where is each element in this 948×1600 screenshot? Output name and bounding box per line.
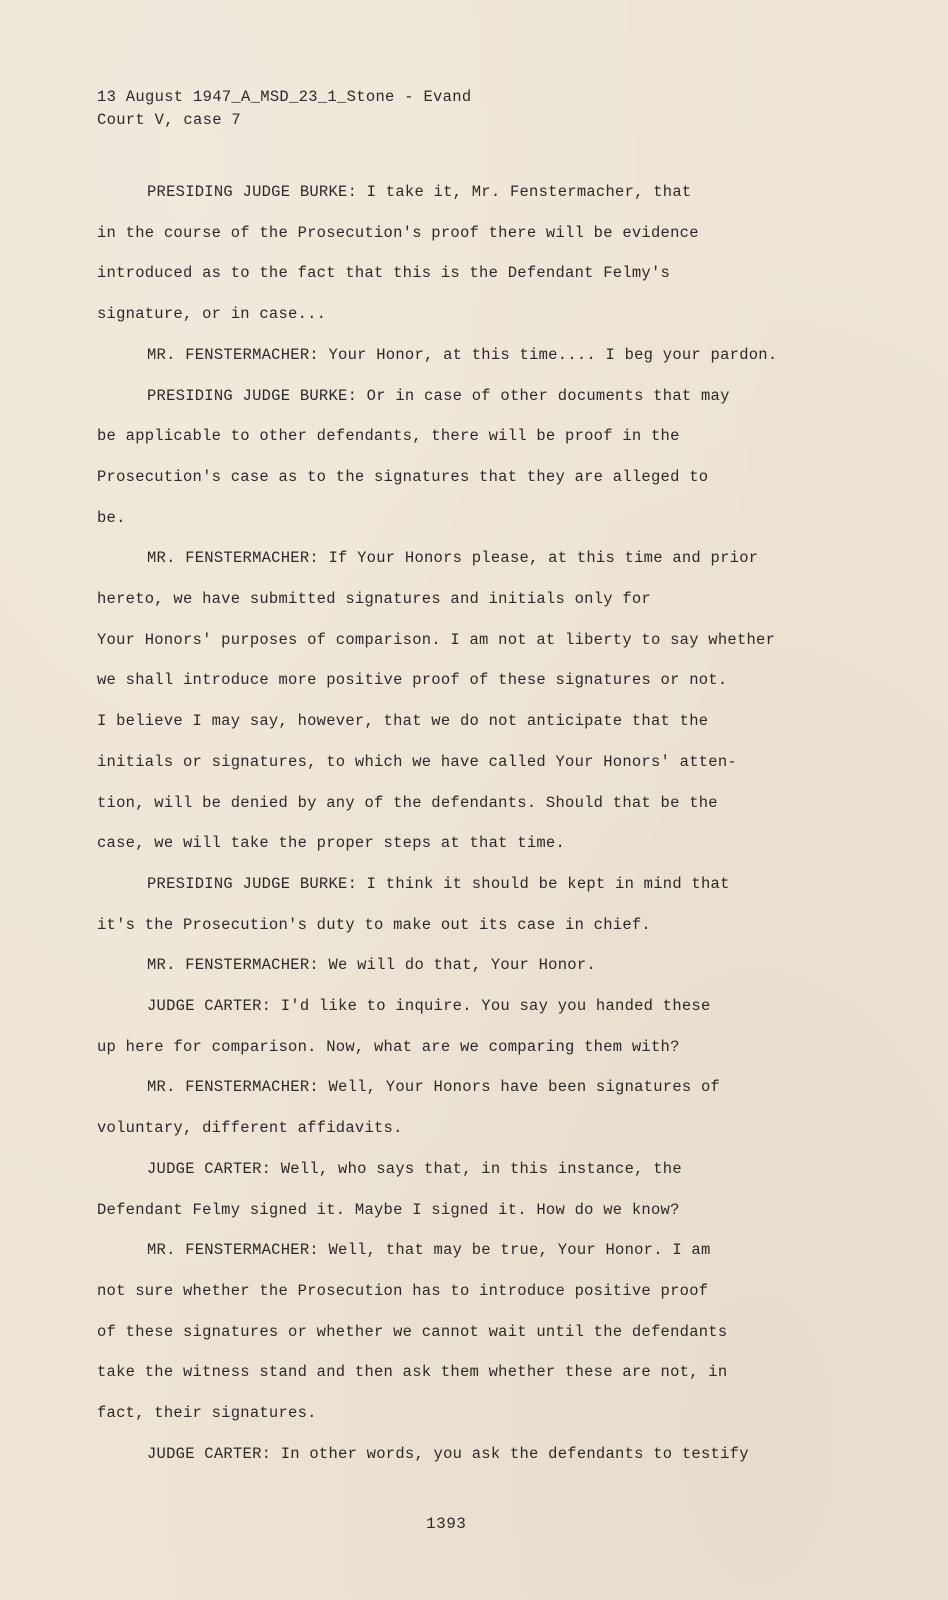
transcript-line: JUDGE CARTER: In other words, you ask the defendants to testify xyxy=(147,1444,749,1463)
document-header xyxy=(97,86,471,132)
transcript-line: JUDGE CARTER: I'd like to inquire. You say you handed these xyxy=(147,997,711,1015)
transcript-line: of these signatures or whether we cannot wait until the defendants xyxy=(97,1322,728,1341)
transcript-line: be applicable to other defendants, there will be proof in the xyxy=(97,427,680,446)
transcript-line: it's the Prosecution's duty to make out its case in chief. xyxy=(97,915,651,934)
transcript-line: Defendant Felmy signed it. Maybe I signed it. How do we know? xyxy=(97,1200,680,1219)
transcript-line: fact, their signatures. xyxy=(97,1404,317,1422)
transcript-line: PRESIDING JUDGE BURKE: Or in case of other documents that may xyxy=(147,386,730,405)
transcript-line: tion, will be denied by any of the defendants. Should that be the xyxy=(97,793,718,812)
transcript-line: initials or signatures, to which we have called Your Honors' atten- xyxy=(97,752,737,771)
transcript-line: case, we will take the proper steps at that time. xyxy=(97,834,566,853)
transcript-line: hereto, we have submitted signatures and initials only for xyxy=(97,590,651,608)
transcript-line: take the witness stand and then ask them whether these are not, in xyxy=(97,1363,728,1382)
transcript-line: JUDGE CARTER: Well, who says that, in this instance, the xyxy=(147,1159,682,1178)
transcript-line: Your Honors' purposes of comparison. I am not at liberty to say whether xyxy=(97,630,776,649)
transcript-line: MR. FENSTERMACHER: Your Honor, at this time.... I beg your pardon. xyxy=(147,345,778,364)
transcript-line: I believe I may say, however, that we do not anticipate that the xyxy=(97,712,709,731)
transcript-line: PRESIDING JUDGE BURKE: I think it should be kept in mind that xyxy=(147,874,730,893)
header-court-line: Court V, case 7 xyxy=(97,111,242,129)
transcript-line: be. xyxy=(97,508,126,527)
transcript-line: up here for comparison. Now, what are we comparing them with? xyxy=(97,1037,680,1056)
page-number: 1393 xyxy=(426,1515,467,1533)
transcript-line: MR. FENSTERMACHER: Well, Your Honors have been signatures of xyxy=(147,1078,721,1097)
transcript-line: not sure whether the Prosecution has to introduce positive proof xyxy=(97,1281,709,1300)
transcript-line: signature, or in case... xyxy=(97,305,327,324)
transcript-line: voluntary, different affidavits. xyxy=(97,1119,403,1138)
header-date-line: 13 August 1947_A_MSD_23_1_Stone - Evand xyxy=(97,88,472,106)
transcript-line: Prosecution's case as to the signatures that they are alleged to xyxy=(97,467,709,486)
transcript-line: MR. FENSTERMACHER: If Your Honors please, at this time and prior xyxy=(147,549,759,568)
transcript-line: MR. FENSTERMACHER: Well, that may be true, Your Honor. I am xyxy=(147,1241,711,1260)
transcript-line: we shall introduce more positive proof of these signatures or not. xyxy=(97,671,728,690)
transcript-line: MR. FENSTERMACHER: We will do that, Your Honor. xyxy=(147,956,596,975)
transcript-line: introduced as to the fact that this is the Defendant Felmy's xyxy=(97,264,671,283)
transcript-line: PRESIDING JUDGE BURKE: I take it, Mr. Fenstermacher, that xyxy=(147,183,692,201)
transcript-line: in the course of the Prosecution's proof there will be evidence xyxy=(97,223,699,242)
